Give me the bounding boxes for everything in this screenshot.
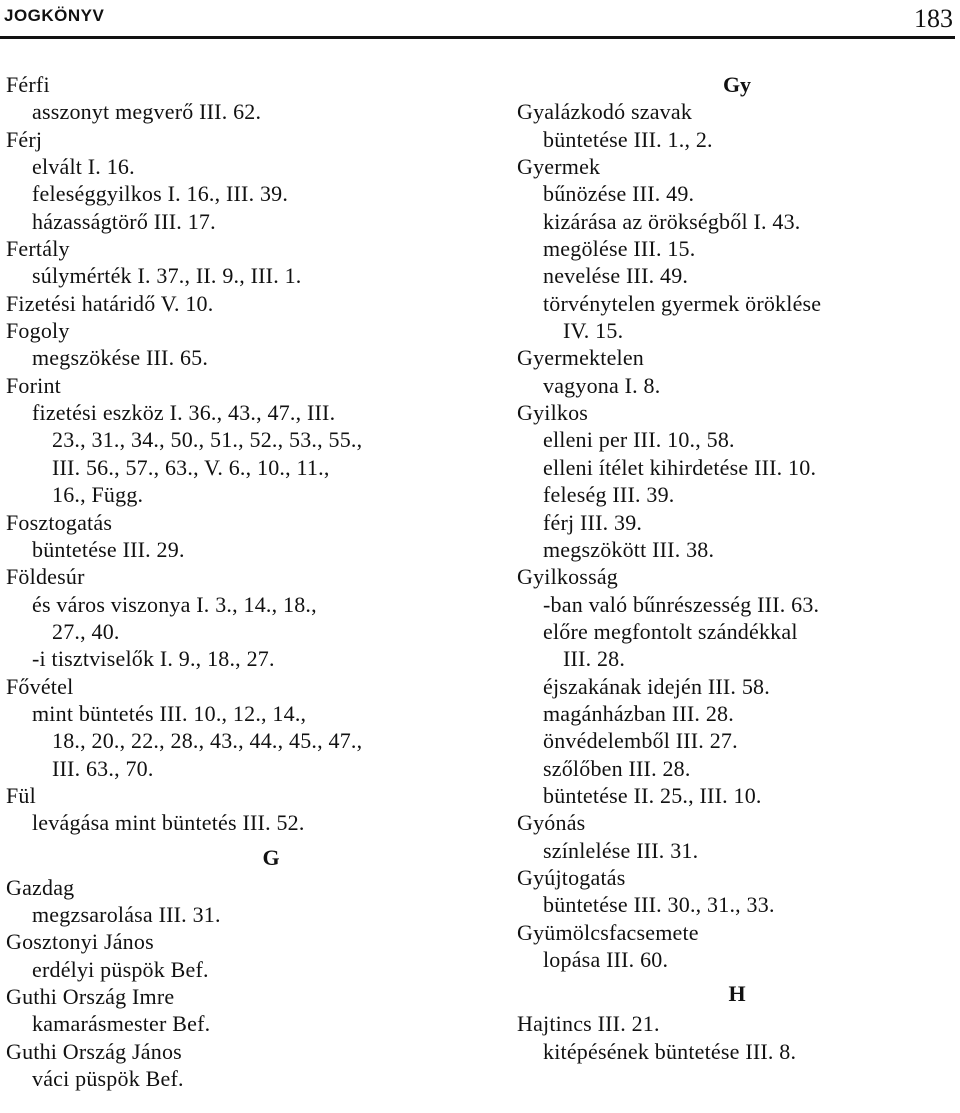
index-column-left — [6, 71, 476, 1092]
index-subentry: asszonyt megverő III. 62. — [32, 99, 262, 125]
section-letter: G — [262, 844, 280, 870]
index-subentry: bűnözése III. 49. — [543, 181, 695, 207]
index-subentry: 16., Függ. — [52, 482, 144, 508]
index-headword: Fertály — [6, 236, 70, 262]
index-subentry: mint büntetés III. 10., 12., 14., — [32, 700, 307, 726]
index-subentry: erdélyi püspök Bef. — [32, 956, 209, 982]
index-headword: Fizetési határidő V. 10. — [6, 290, 214, 316]
index-subentry: férj III. 39. — [543, 509, 643, 535]
index-headword: Gyalázkodó szavak — [517, 99, 693, 125]
index-subentry: éjszakának idején III. 58. — [543, 673, 770, 699]
index-headword: Gazdag — [6, 874, 75, 900]
index-headword: Férj — [6, 126, 43, 152]
index-subentry: büntetése III. 30., 31., 33. — [543, 892, 775, 918]
index-subentry: kamarásmester Bef. — [32, 1011, 211, 1037]
index-subentry: feleség III. 39. — [543, 482, 675, 508]
index-subentry: és város viszonya I. 3., 14., 18., — [32, 591, 317, 617]
index-headword: Gyónás — [517, 810, 586, 836]
section-letter: H — [728, 981, 746, 1007]
index-subentry: magánházban III. 28. — [543, 700, 734, 726]
index-subentry: IV. 15. — [563, 318, 624, 344]
index-headword: Fül — [6, 782, 36, 808]
book-title: JOGKÖNYV — [4, 6, 105, 25]
index-headword: Fogoly — [6, 318, 70, 344]
index-subentry: nevelése III. 49. — [543, 263, 689, 289]
index-subentry: szőlőben III. 28. — [543, 755, 691, 781]
index-subentry: büntetése III. 29. — [32, 536, 185, 562]
index-subentry: házasságtörő III. 17. — [32, 208, 216, 234]
index-headword: Gyermek — [517, 154, 601, 180]
index-headword: Gyümölcsfacsemete — [517, 919, 699, 945]
page-number: 183 — [914, 4, 953, 33]
index-subentry: 18., 20., 22., 28., 43., 44., 45., 47., — [52, 728, 363, 754]
index-headword: Forint — [6, 372, 61, 398]
index-headword: Férfi — [6, 72, 50, 97]
index-headword: Földesúr — [6, 564, 85, 590]
index-headword: Gosztonyi János — [6, 929, 154, 955]
index-subentry: III. 28. — [563, 646, 626, 672]
index-subentry: súlymérték I. 37., II. 9., III. 1. — [32, 263, 302, 289]
index-subentry: kitépésének büntetése III. 8. — [543, 1038, 797, 1064]
index-headword: Gyilkosság — [517, 564, 618, 590]
index-headword: Gyermektelen — [517, 345, 645, 371]
index-headword: Fosztogatás — [6, 509, 113, 535]
index-subentry: önvédelemből III. 27. — [543, 728, 738, 754]
index-subentry: -i tisztviselők I. 9., 18., 27. — [32, 646, 275, 672]
index-subentry: előre megfontolt szándékkal — [543, 618, 798, 644]
index-subentry: fizetési eszköz I. 36., 43., 47., III. — [32, 400, 336, 426]
index-subentry: váci püspök Bef. — [32, 1066, 184, 1092]
index-subentry: vagyona I. 8. — [543, 372, 661, 398]
index-headword: Gyújtogatás — [517, 864, 626, 890]
index-subentry: III. 63., 70. — [52, 755, 154, 781]
index-subentry: színlelése III. 31. — [543, 837, 699, 863]
index-subentry: kizárása az örökségből I. 43. — [543, 208, 801, 234]
index-subentry: megölése III. 15. — [543, 236, 696, 262]
index-subentry: megszökött III. 38. — [543, 536, 715, 562]
index-subentry: III. 56., 57., 63., V. 6., 10., 11., — [52, 454, 330, 480]
index-subentry: 23., 31., 34., 50., 51., 52., 53., 55., — [52, 427, 363, 453]
index-subentry: elleni per III. 10., 58. — [543, 427, 735, 453]
index-headword: Hajtincs III. 21. — [517, 1011, 660, 1037]
index-subentry: büntetése III. 1., 2. — [543, 126, 713, 152]
index-column-right — [517, 71, 957, 1065]
index-subentry: feleséggyilkos I. 16., III. 39. — [32, 181, 289, 207]
index-headword: Guthi Ország Imre — [6, 984, 175, 1009]
index-subentry: elvált I. 16. — [32, 154, 135, 180]
index-headword: Guthi Ország János — [6, 1038, 182, 1064]
index-subentry: lopása III. 60. — [543, 947, 669, 972]
index-subentry: törvénytelen gyermek öröklése — [543, 290, 822, 316]
index-subentry: -ban való bűnrészesség III. 63. — [543, 591, 820, 617]
index-subentry: megzsarolása III. 31. — [32, 901, 221, 927]
index-subentry: levágása mint büntetés III. 52. — [32, 810, 305, 836]
index-subentry: megszökése III. 65. — [32, 345, 209, 371]
index-headword: Fővétel — [6, 673, 74, 699]
index-subentry: elleni ítélet kihirdetése III. 10. — [543, 454, 817, 480]
index-subentry: 27., 40. — [52, 618, 120, 644]
running-head — [0, 0, 955, 39]
index-headword: Gyilkos — [517, 400, 589, 426]
section-letter: Gy — [722, 72, 752, 97]
index-subentry: büntetése II. 25., III. 10. — [543, 782, 762, 808]
